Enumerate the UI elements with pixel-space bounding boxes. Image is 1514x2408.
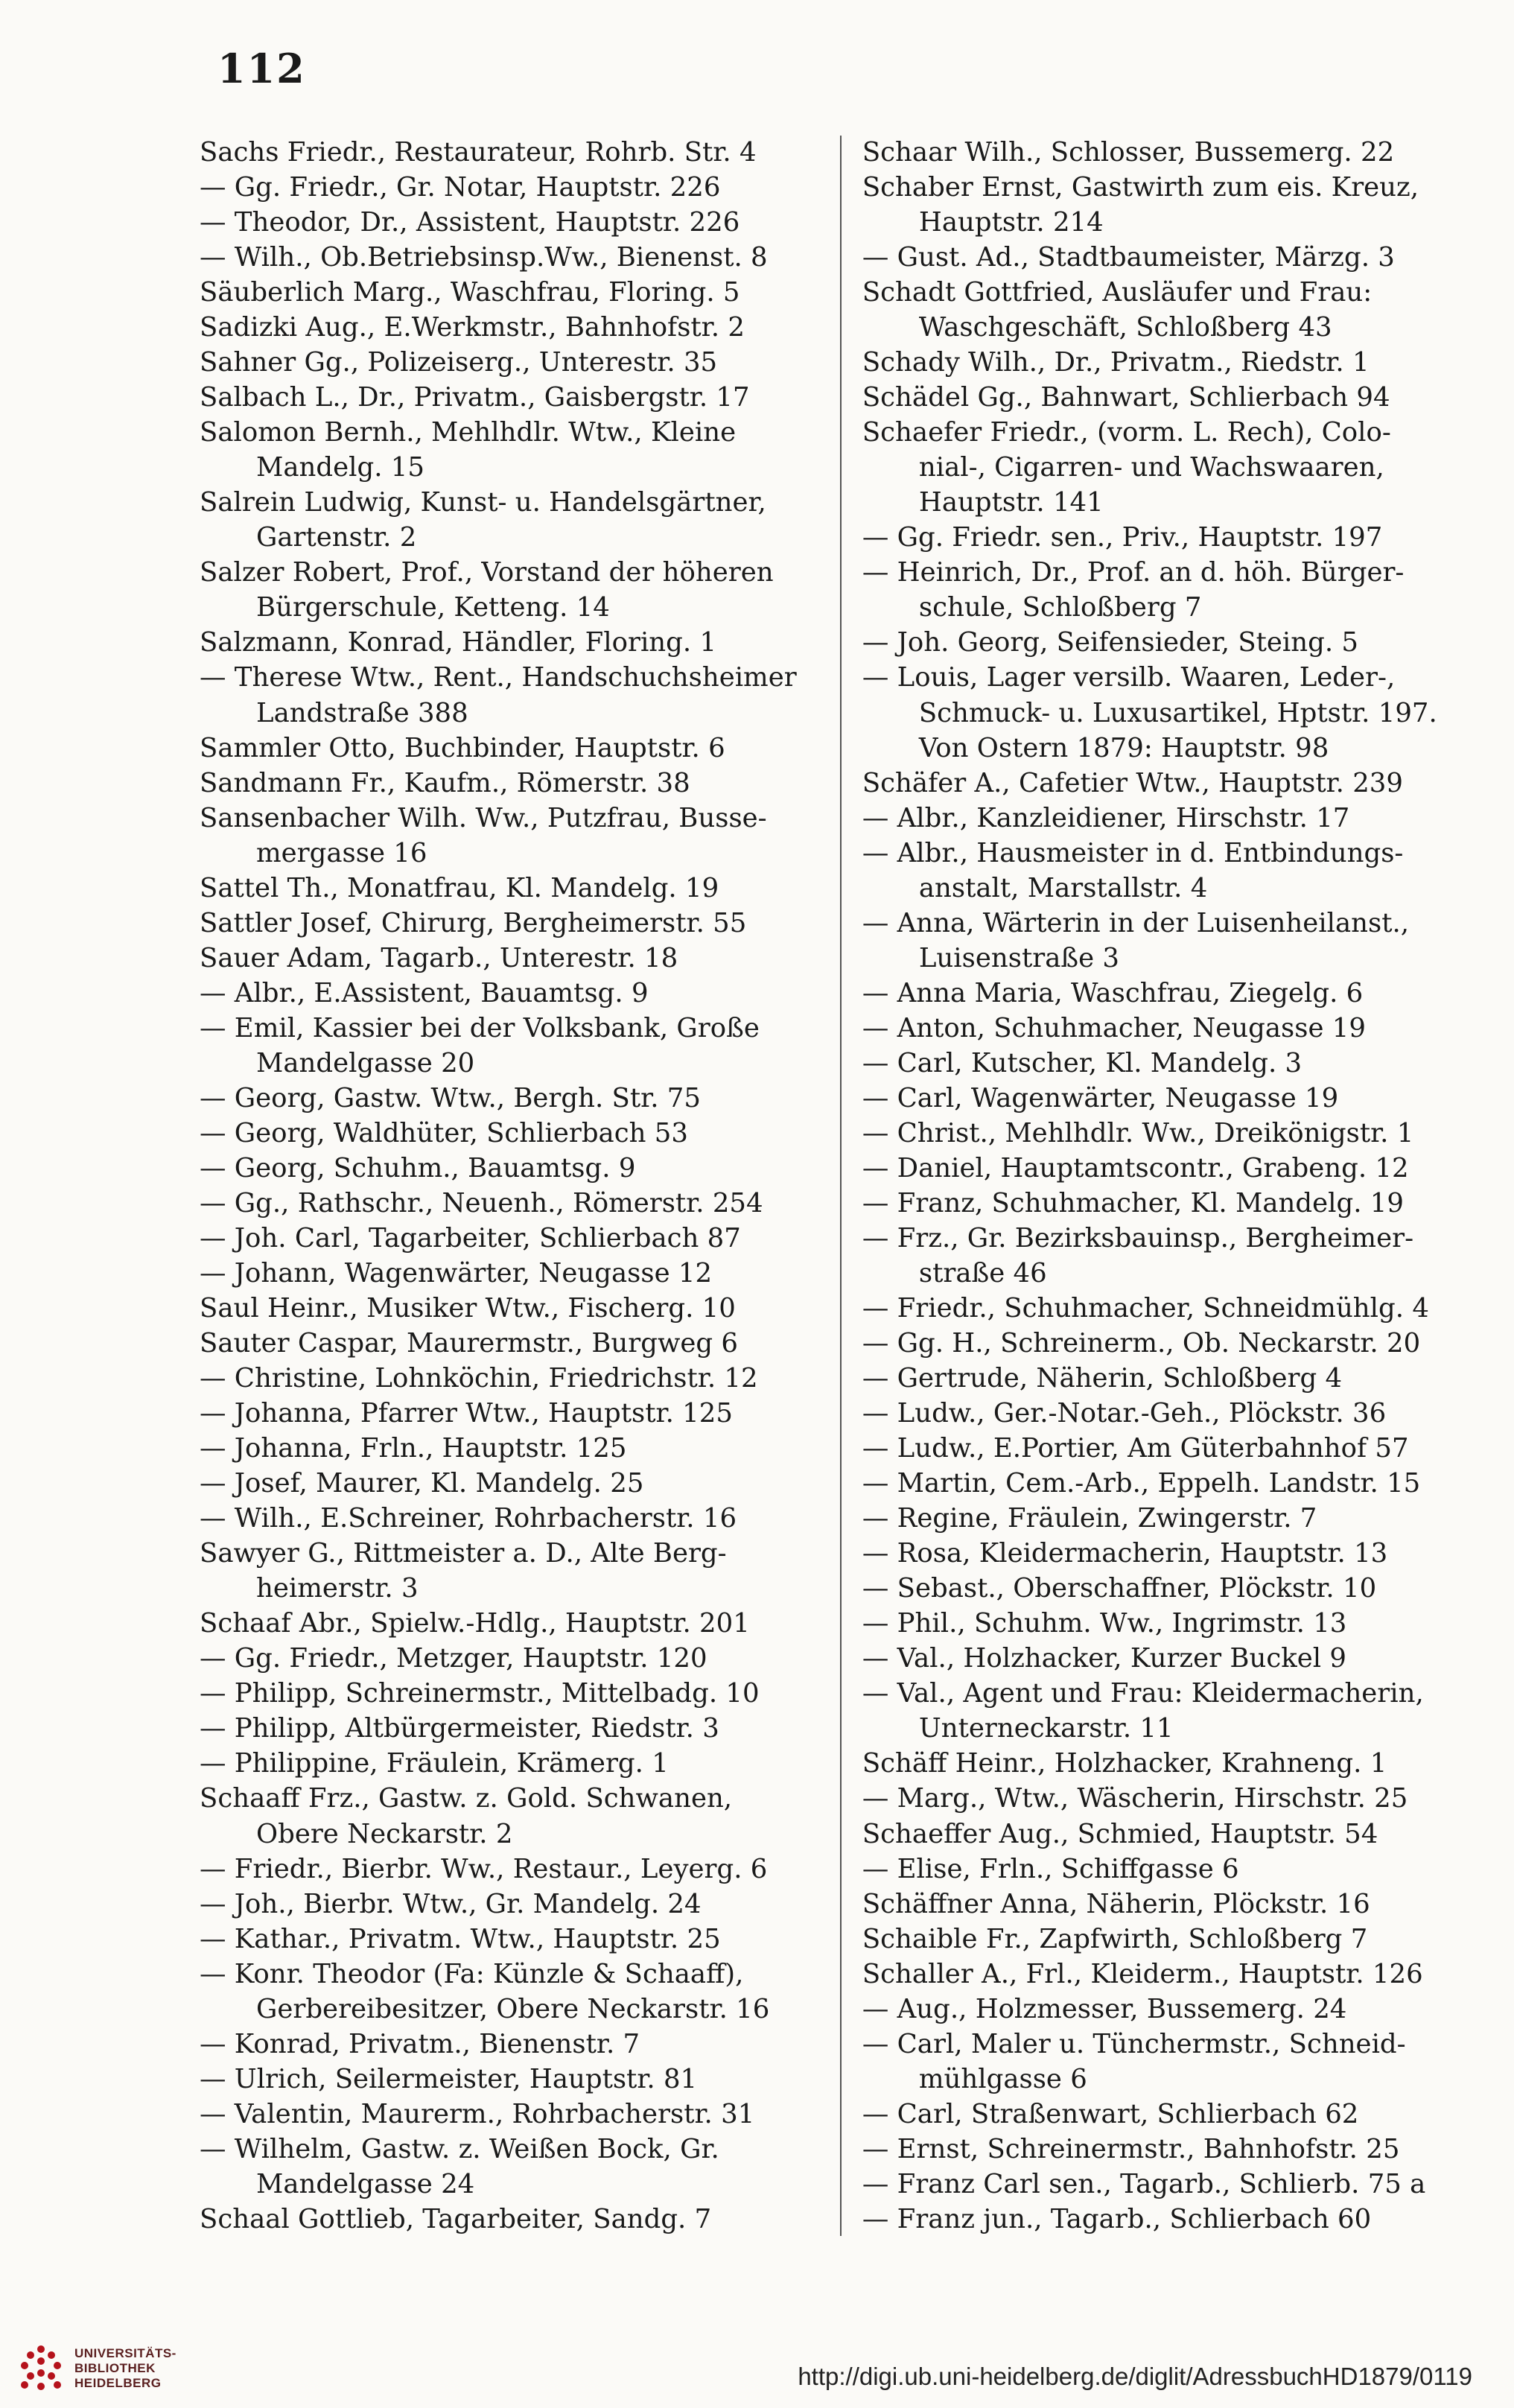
- directory-entry: — Philippine, Fräulein, Krämerg. 1: [200, 1748, 669, 1779]
- directory-entry: — Johanna, Pfarrer Wtw., Hauptstr. 125: [200, 1398, 733, 1429]
- directory-entry: — Regine, Fräulein, Zwingerstr. 7: [862, 1503, 1317, 1534]
- directory-entry: Salzmann, Konrad, Händler, Floring. 1: [200, 627, 717, 658]
- directory-entry-continuation: Hauptstr. 214: [918, 207, 1104, 238]
- right-column: [842, 136, 1473, 2236]
- directory-entry: — Joh., Bierbr. Wtw., Gr. Mandelg. 24: [200, 1888, 702, 1919]
- directory-entry: — Philipp, Schreinermstr., Mittelbadg. 10: [200, 1678, 760, 1709]
- directory-entry: — Wilh., E.Schreiner, Rohrbacherstr. 16: [200, 1503, 737, 1534]
- directory-entry: — Johanna, Frln., Hauptstr. 125: [200, 1433, 627, 1464]
- directory-entry: — Georg, Schuhm., Bauamtsg. 9: [200, 1152, 636, 1184]
- directory-entry-continuation: Landstraße 388: [256, 697, 468, 728]
- directory-entry: — Franz, Schuhmacher, Kl. Mandelg. 19: [862, 1187, 1404, 1219]
- directory-entry-continuation: Waschgeschäft, Schloßberg 43: [918, 312, 1332, 343]
- directory-entry: Schady Wilh., Dr., Privatm., Riedstr. 1: [862, 347, 1370, 378]
- directory-entry-continuation: Unterneckarstr. 11: [918, 1713, 1174, 1744]
- directory-entry: Sadizki Aug., E.Werkmstr., Bahnhofstr. 2: [200, 312, 745, 343]
- logo-dot: [48, 2351, 55, 2359]
- directory-entry: Salzer Robert, Prof., Vorstand der höheren: [200, 557, 774, 588]
- directory-entry-continuation: straße 46: [918, 1258, 1047, 1289]
- logo-dot: [21, 2381, 28, 2389]
- directory-entry-continuation: mühlgasse 6: [918, 2063, 1087, 2094]
- directory-entry-continuation: Obere Neckarstr. 2: [256, 1818, 513, 1849]
- directory-entry: — Rosa, Kleidermacherin, Hauptstr. 13: [862, 1538, 1388, 1569]
- directory-entry: Schadt Gottfried, Ausläufer und Frau:: [862, 277, 1373, 308]
- directory-entry: — Konr. Theodor (Fa: Künzle & Schaaff),: [200, 1958, 744, 1989]
- directory-entry: — Konrad, Privatm., Bienenstr. 7: [200, 2028, 640, 2059]
- logo-dot: [54, 2362, 61, 2369]
- directory-entry: Sandmann Fr., Kaufm., Römerstr. 38: [200, 767, 690, 798]
- page-number: 112: [217, 45, 306, 92]
- directory-entry: Sattler Josef, Chirurg, Bergheimerstr. 55: [200, 907, 747, 938]
- directory-entry: — Anna, Wärterin in der Luisenheilanst.,: [862, 907, 1410, 938]
- logo-dot: [27, 2372, 34, 2380]
- directory-entry: — Heinrich, Dr., Prof. an d. höh. Bürger-: [862, 557, 1405, 588]
- directory-entry: — Friedr., Schuhmacher, Schneidmühlg. 4: [862, 1293, 1429, 1324]
- directory-entry: Schaefer Friedr., (vorm. L. Rech), Colo-: [862, 417, 1391, 448]
- directory-entry: — Gg. H., Schreinerm., Ob. Neckarstr. 20: [862, 1328, 1421, 1359]
- directory-entry: — Sebast., Oberschaffner, Plöckstr. 10: [862, 1573, 1377, 1604]
- directory-entry: Sauter Caspar, Maurermstr., Burgweg 6: [200, 1328, 738, 1359]
- directory-entry: — Christ., Mehlhdlr. Ww., Dreikönigstr. 1: [862, 1117, 1414, 1149]
- directory-entry: — Val., Holzhacker, Kurzer Buckel 9: [862, 1643, 1346, 1674]
- logo-text: [74, 2346, 176, 2391]
- directory-entry: Schäff Heinr., Holzhacker, Krahneng. 1: [862, 1748, 1387, 1779]
- directory-entry-continuation: Schmuck- u. Luxusartikel, Hptstr. 197.: [918, 697, 1437, 728]
- logo-dot: [21, 2362, 28, 2369]
- logo-dot: [37, 2369, 45, 2377]
- directory-entry: Schaaff Frz., Gastw. z. Gold. Schwanen,: [200, 1783, 733, 1814]
- directory-entry: Sattel Th., Monatfrau, Kl. Mandelg. 19: [200, 872, 719, 903]
- logo-dot: [37, 2345, 45, 2353]
- directory-entry: — Franz jun., Tagarb., Schlierbach 60: [862, 2203, 1372, 2234]
- directory-entry: — Aug., Holzmesser, Bussemerg. 24: [862, 1993, 1347, 2024]
- directory-entry: Schäffner Anna, Näherin, Plöckstr. 16: [862, 1888, 1370, 1919]
- directory-entry: — Carl, Kutscher, Kl. Mandelg. 3: [862, 1047, 1303, 1078]
- logo-dot: [37, 2383, 45, 2390]
- directory-entry: — Georg, Waldhüter, Schlierbach 53: [200, 1117, 688, 1149]
- logo-mark-icon: [16, 2344, 66, 2393]
- directory-entry: Sansenbacher Wilh. Ww., Putzfrau, Busse-: [200, 802, 767, 833]
- logo-line: HEIDELBERG: [74, 2376, 162, 2390]
- directory-entry-continuation: Mandelgasse 24: [256, 2168, 475, 2199]
- directory-entry: Schäfer A., Cafetier Wtw., Hauptstr. 239: [862, 767, 1403, 798]
- directory-entry: — Val., Agent und Frau: Kleidermacherin,: [862, 1678, 1424, 1709]
- directory-entry: — Christine, Lohnköchin, Friedrichstr. 12: [200, 1363, 758, 1394]
- directory-columns: [200, 136, 1473, 2236]
- directory-entry: — Anton, Schuhmacher, Neugasse 19: [862, 1012, 1366, 1043]
- directory-entry: — Gg. Friedr., Gr. Notar, Hauptstr. 226: [200, 172, 721, 203]
- directory-entry: — Theodor, Dr., Assistent, Hauptstr. 226: [200, 207, 740, 238]
- directory-entry: Schaller A., Frl., Kleiderm., Hauptstr. 126: [862, 1958, 1423, 1989]
- directory-entry-continuation: heimerstr. 3: [256, 1573, 419, 1604]
- directory-entry: — Carl, Wagenwärter, Neugasse 19: [862, 1082, 1339, 1114]
- directory-entry: — Johann, Wagenwärter, Neugasse 12: [200, 1258, 713, 1289]
- directory-entry: — Frz., Gr. Bezirksbauinsp., Bergheimer-: [862, 1222, 1414, 1254]
- directory-entry: — Friedr., Bierbr. Ww., Restaur., Leyerg. 6: [200, 1853, 768, 1884]
- directory-entry: — Franz Carl sen., Tagarb., Schlierb. 75 a: [862, 2168, 1426, 2199]
- directory-entry-continuation: Luisenstraße 3: [918, 942, 1119, 973]
- directory-entry: — Elise, Frln., Schiffgasse 6: [862, 1853, 1239, 1884]
- logo-dot: [54, 2381, 61, 2389]
- directory-entry: — Gg. Friedr., Metzger, Hauptstr. 120: [200, 1643, 707, 1674]
- directory-entry: — Therese Wtw., Rent., Handschuchsheimer: [200, 662, 797, 693]
- directory-entry: — Marg., Wtw., Wäscherin, Hirschstr. 25: [862, 1783, 1408, 1814]
- directory-entry: — Joh. Carl, Tagarbeiter, Schlierbach 87: [200, 1222, 741, 1254]
- directory-entry: Salomon Bernh., Mehlhdlr. Wtw., Kleine: [200, 417, 737, 448]
- directory-entry: — Gertrude, Näherin, Schloßberg 4: [862, 1363, 1343, 1394]
- directory-entry: — Ludw., Ger.-Notar.-Geh., Plöckstr. 36: [862, 1398, 1387, 1429]
- directory-entry: Saul Heinr., Musiker Wtw., Fischerg. 10: [200, 1293, 736, 1324]
- directory-entry-continuation: Gerbereibesitzer, Obere Neckarstr. 16: [256, 1993, 770, 2024]
- directory-entry-continuation: Bürgerschule, Ketteng. 14: [256, 592, 610, 623]
- directory-entry: — Gust. Ad., Stadtbaumeister, Märzg. 3: [862, 242, 1395, 273]
- directory-entry: — Albr., Hausmeister in d. Entbindungs-: [862, 837, 1404, 868]
- directory-entry: — Martin, Cem.-Arb., Eppelh. Landstr. 15: [862, 1468, 1421, 1499]
- directory-entry: Schaible Fr., Zapfwirth, Schloßberg 7: [862, 1923, 1368, 1954]
- directory-entry: — Ernst, Schreinermstr., Bahnhofstr. 25: [862, 2133, 1400, 2164]
- directory-entry: — Carl, Straßenwart, Schlierbach 62: [862, 2098, 1359, 2129]
- logo-dot: [37, 2357, 45, 2365]
- directory-entry: Salrein Ludwig, Kunst- u. Handelsgärtner,: [200, 487, 766, 518]
- directory-entry-continuation: Gartenstr. 2: [256, 522, 417, 553]
- directory-entry: — Philipp, Altbürgermeister, Riedstr. 3: [200, 1713, 719, 1744]
- directory-entry: Schädel Gg., Bahnwart, Schlierbach 94: [862, 382, 1390, 413]
- directory-entry: — Ulrich, Seilermeister, Hauptstr. 81: [200, 2063, 698, 2094]
- directory-entry: — Gg., Rathschr., Neuenh., Römerstr. 254: [200, 1187, 763, 1219]
- directory-entry-continuation: Hauptstr. 141: [918, 487, 1104, 518]
- directory-entry: — Albr., Kanzleidiener, Hirschstr. 17: [862, 802, 1350, 833]
- directory-entry-continuation: nial-, Cigarren- und Wachswaaren,: [918, 452, 1384, 483]
- directory-entry: — Wilh., Ob.Betriebsinsp.Ww., Bienenst. 8: [200, 242, 768, 273]
- library-logo: [16, 2339, 240, 2398]
- directory-entry-continuation: Von Ostern 1879: Hauptstr. 98: [918, 732, 1329, 763]
- directory-entry: Sammler Otto, Buchbinder, Hauptstr. 6: [200, 732, 725, 763]
- directory-entry: — Emil, Kassier bei der Volksbank, Große: [200, 1012, 760, 1043]
- left-column: [200, 136, 834, 2236]
- directory-entry: Schaaf Abr., Spielw.-Hdlg., Hauptstr. 201: [200, 1608, 750, 1639]
- logo-line: UNIVERSITÄTS-: [74, 2346, 176, 2360]
- directory-entry: — Valentin, Maurerm., Rohrbacherstr. 31: [200, 2098, 755, 2129]
- directory-entry: — Georg, Gastw. Wtw., Bergh. Str. 75: [200, 1082, 701, 1114]
- source-url[interactable]: http://digi.ub.uni-heidelberg.de/diglit/AdressbuchHD1879/0119: [798, 2363, 1472, 2390]
- directory-entry: — Kathar., Privatm. Wtw., Hauptstr. 25: [200, 1923, 721, 1954]
- directory-entry: Schaal Gottlieb, Tagarbeiter, Sandg. 7: [200, 2203, 712, 2234]
- directory-entry: — Josef, Maurer, Kl. Mandelg. 25: [200, 1468, 644, 1499]
- directory-entry: — Gg. Friedr. sen., Priv., Hauptstr. 197: [862, 522, 1383, 553]
- directory-entry-continuation: mergasse 16: [256, 837, 427, 868]
- directory-entry: Sachs Friedr., Restaurateur, Rohrb. Str. 4: [200, 137, 757, 168]
- directory-entry: Sawyer G., Rittmeister a. D., Alte Berg-: [200, 1538, 727, 1569]
- directory-entry: — Carl, Maler u. Tünchermstr., Schneid-: [862, 2028, 1406, 2059]
- directory-entry: Sahner Gg., Polizeiserg., Unterestr. 35: [200, 347, 718, 378]
- directory-entry-continuation: Mandelgasse 20: [256, 1047, 475, 1078]
- directory-entry: — Wilhelm, Gastw. z. Weißen Bock, Gr.: [200, 2133, 719, 2164]
- directory-entry: Schaar Wilh., Schlosser, Bussemerg. 22: [862, 137, 1395, 168]
- directory-entry: Säuberlich Marg., Waschfrau, Floring. 5: [200, 277, 740, 308]
- logo-dot: [27, 2351, 34, 2359]
- directory-entry-continuation: anstalt, Marstallstr. 4: [918, 872, 1208, 903]
- directory-entry: Schaeffer Aug., Schmied, Hauptstr. 54: [862, 1818, 1378, 1849]
- directory-entry: — Anna Maria, Waschfrau, Ziegelg. 6: [862, 977, 1364, 1008]
- directory-entry: — Louis, Lager versilb. Waaren, Leder-,: [862, 662, 1396, 693]
- directory-entry: — Ludw., E.Portier, Am Güterbahnhof 57: [862, 1433, 1409, 1464]
- directory-entry: — Joh. Georg, Seifensieder, Steing. 5: [862, 627, 1359, 658]
- logo-line: BIBLIOTHEK: [74, 2361, 156, 2375]
- directory-entry: — Daniel, Hauptamtscontr., Grabeng. 12: [862, 1152, 1409, 1184]
- directory-entry: Sauer Adam, Tagarb., Unterestr. 18: [200, 942, 678, 973]
- directory-entry: — Albr., E.Assistent, Bauamtsg. 9: [200, 977, 649, 1008]
- directory-entry-continuation: schule, Schloßberg 7: [918, 592, 1202, 623]
- logo-dot: [48, 2372, 55, 2380]
- directory-entry-continuation: Mandelg. 15: [256, 452, 424, 483]
- directory-entry: Schaber Ernst, Gastwirth zum eis. Kreuz,: [862, 172, 1419, 203]
- directory-entry: Salbach L., Dr., Privatm., Gaisbergstr. 17: [200, 382, 750, 413]
- directory-entry: — Phil., Schuhm. Ww., Ingrimstr. 13: [862, 1608, 1347, 1639]
